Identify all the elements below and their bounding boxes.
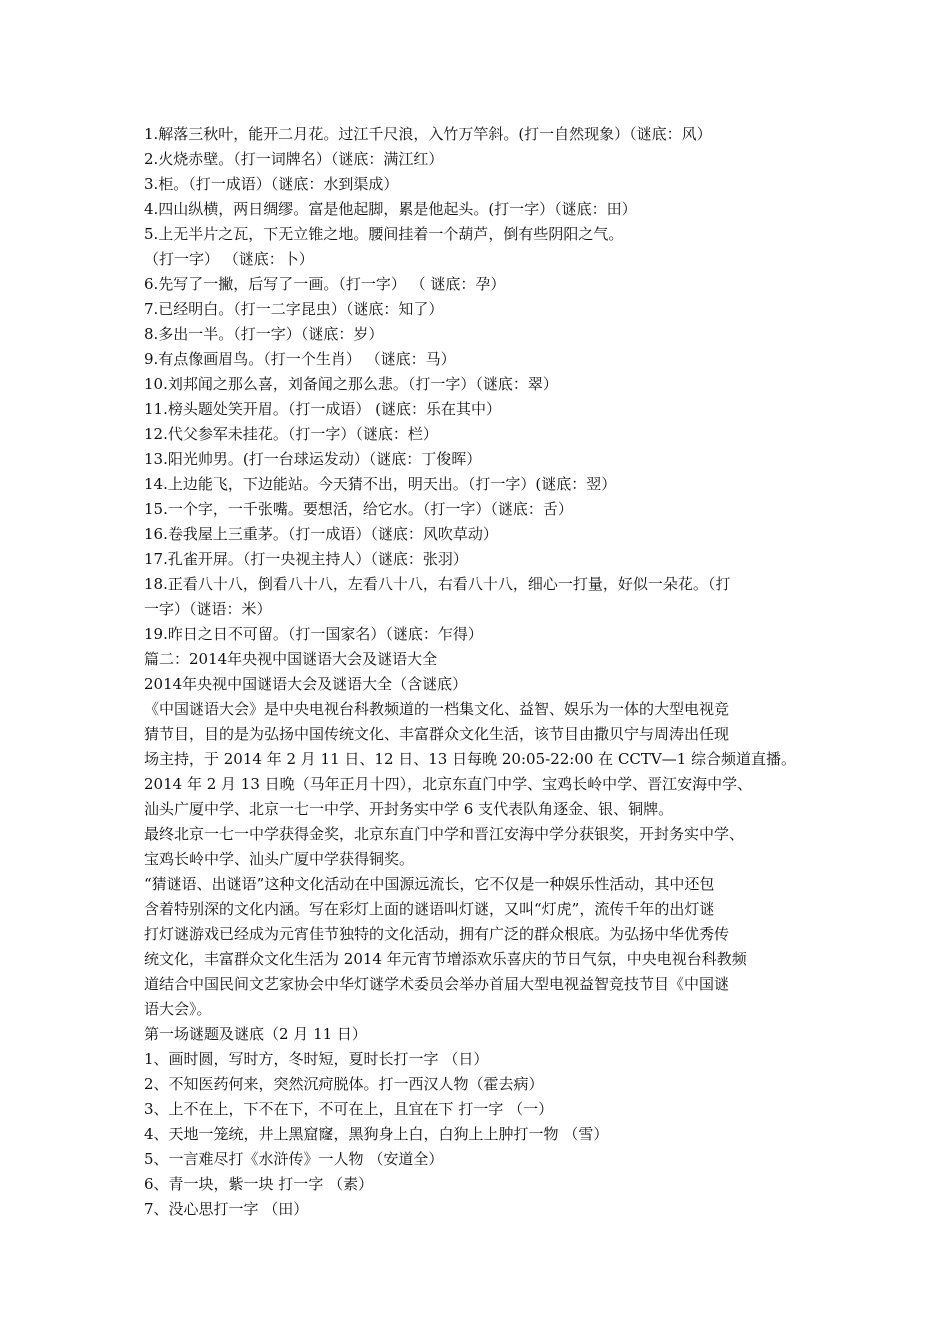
intro-paragraph (144, 697, 819, 822)
riddle-item: 7、没心思打一字 （田） (144, 1200, 309, 1218)
riddle-item: 6、青一块，紫一块 打一字 （素） (144, 1175, 374, 1193)
paragraph-line: 最终北京一七一中学获得金奖，北京东直门中学和晋江安海中学分获银奖，开封务实中学、 (144, 825, 745, 843)
riddle-item-continued: 一字）（谜语：米） (144, 600, 272, 618)
paragraph-line: 道结合中国民间文艺家协会中华灯谜学术委员会举办首届大型电视益智竞技节目《中国谜 (144, 975, 730, 993)
section-heading: 篇二：2014年央视中国谜语大会及谜语大全 (144, 650, 438, 668)
riddle-item: 1、画时圆，写时方，冬时短，夏时长打一字 （日） (144, 1050, 489, 1068)
paragraph-line: “猜谜语、出谜语”这种文化活动在中国源远流长，它不仅是一种娱乐性活动，其中还包 (144, 875, 715, 893)
riddle-item: 7.已经明白。（打一二字昆虫）（谜底：知了） (144, 300, 444, 318)
paragraph-line: 《中国谜语大会》是中央电视台科教频道的一档集文化、益智、娱乐为一体的大型电视竞 (144, 700, 730, 718)
section-subheading: 2014年央视中国谜语大会及谜语大全（含谜底） (144, 675, 468, 693)
riddle-item: 12.代父参军未挂花。（打一字）（谜底：栏） (144, 425, 438, 443)
riddle-item: 5.上无半片之瓦，下无立锥之地。腰间挂着一个葫芦，倒有些阴阳之气。 (144, 225, 624, 243)
riddle-list-round1 (144, 1047, 819, 1222)
riddle-item: 17.孔雀开屏。（打一央视主持人）（谜底：张羽） (144, 550, 468, 568)
paragraph-line: 统文化，丰富群众文化生活为 2014 年元宵节增添欢乐喜庆的节日气氛，中央电视台科教频 (144, 950, 747, 968)
riddle-item: 2.火烧赤壁。（打一词牌名）（谜底：满江红） (144, 150, 444, 168)
riddle-item: 3、上不在上，下不在下，不可在上，且宜在下 打一字 （一） (144, 1100, 554, 1118)
paragraph-line: 汕头广厦中学、北京一七一中学、开封务实中学 6 支代表队角逐金、银、铜牌。 (144, 800, 674, 818)
riddle-item: 15.一个字，一千张嘴。要想活，给它水。（打一字）（谜底：舌） (144, 500, 573, 518)
riddle-item: 14.上边能飞，下边能站。今天猜不出，明天出。（打一字）(谜底：翌） (144, 475, 617, 493)
riddle-item: 10.刘邦闻之那么喜，刘备闻之那么悲。（打一字）（谜底：翠） (144, 375, 558, 393)
paragraph-line: 2014 年 2 月 13 日晚（马年正月十四），北京东直门中学、宝鸡长岭中学、晋江安海中学、 (144, 775, 753, 793)
document-page (144, 122, 819, 1222)
riddle-item: 1.解落三秋叶，能开二月花。过江千尺浪，入竹万竿斜。(打一自然现象）（谜底：风） (144, 125, 712, 143)
riddle-item-continued: （打一字） （谜底：卜） (144, 250, 314, 268)
riddle-list-part1 (144, 122, 819, 647)
paragraph-line: 语大会》。 (144, 1000, 212, 1018)
riddle-item: 11.榜头题处笑开眉。（打一成语） (谜底：乐在其中） (144, 400, 501, 418)
paragraph-line: 打灯谜游戏已经成为元宵佳节独特的文化活动，拥有广泛的群众根底。为弘扬中华优秀传 (144, 925, 730, 943)
riddle-item: 4.四山纵横，两日绸缪。富是他起脚，累是他起头。(打一字）（谜底：田） (144, 200, 637, 218)
intro-paragraph (144, 872, 819, 1022)
riddle-item: 16.卷我屋上三重茅。（打一成语）（谜底：风吹草动） (144, 525, 498, 543)
round-title: 第一场谜题及谜底（2 月 11 日） (144, 1025, 367, 1043)
riddle-item: 19.昨日之日不可留。（打一国家名）（谜底：乍得） (144, 625, 483, 643)
riddle-item: 6.先写了一撇，后写了一画。（打一字） （ 谜底：孕） (144, 275, 506, 293)
paragraph-line: 猜节目，目的是为弘扬中国传统文化、丰富群众文化生活，该节目由撒贝宁与周涛出任现 (144, 725, 730, 743)
riddle-item: 13.阳光帅男。(打一台球运发动）（谜底：丁俊晖） (144, 450, 482, 468)
paragraph-line: 场主持，于 2014 年 2 月 11 日、12 日、13 日每晚 20:05-22:00 在 CCTV—1 综合频道直播。 (144, 750, 797, 768)
riddle-item: 2、不知医药何来，突然沉疴脱体。打一西汉人物（霍去病） (144, 1075, 544, 1093)
paragraph-line: 含着特别深的文化内涵。写在彩灯上面的谜语叫灯谜，又叫“灯虎”，流传千年的出灯谜 (144, 900, 715, 918)
paragraph-line: 宝鸡长岭中学、汕头广厦中学获得铜奖。 (144, 850, 415, 868)
riddle-item: 5、一言难尽打《水浒传》一人物 （安道全） (144, 1150, 444, 1168)
intro-paragraph (144, 822, 819, 872)
riddle-item: 4、天地一笼统，井上黑窟窿，黑狗身上白，白狗上上肿打一物 （雪） (144, 1125, 609, 1143)
riddle-item: 3.柜。（打一成语）（谜底：水到渠成） (144, 175, 399, 193)
riddle-item: 8.多出一半。（打一字）（谜底：岁） (144, 325, 384, 343)
riddle-item: 18.正看八十八，倒看八十八，左看八十八，右看八十八，细心一打量，好似一朵花。（打 (144, 575, 731, 593)
riddle-item: 9.有点像画眉鸟。（打一个生肖） （谜底：马） (144, 350, 456, 368)
